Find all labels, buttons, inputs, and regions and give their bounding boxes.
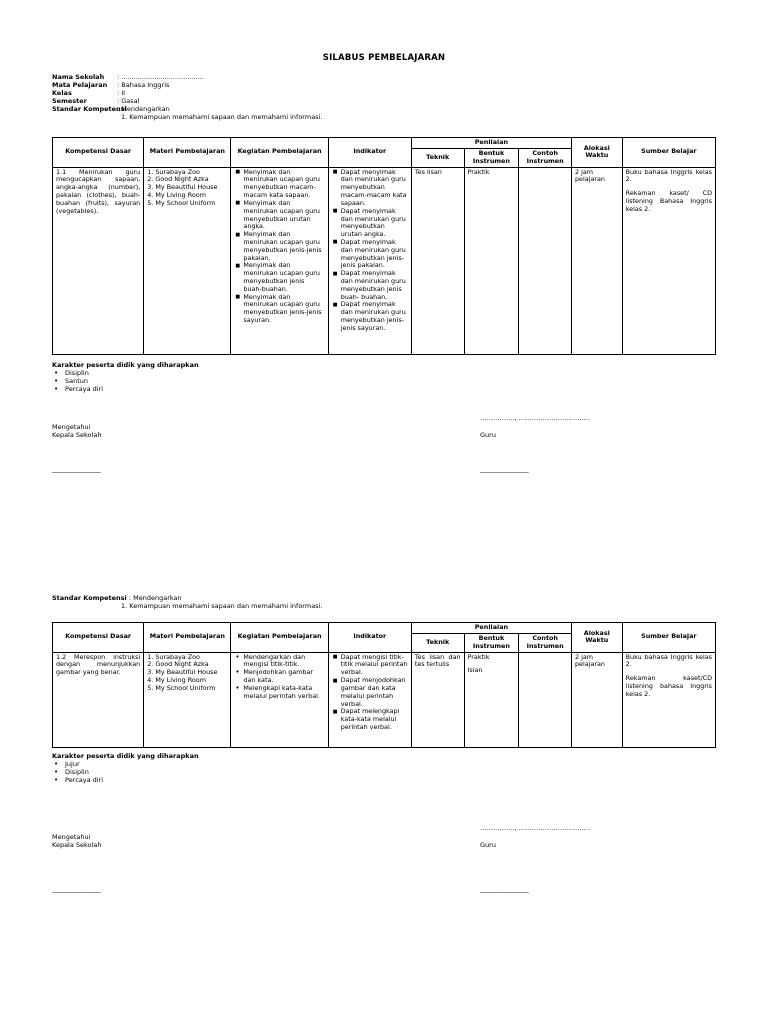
cell-bentuk — [464, 652, 519, 747]
cell-contoh — [519, 167, 572, 354]
cell-bentuk: Praktik — [464, 167, 519, 354]
bentuk-item: Isian — [467, 666, 483, 675]
info-value: : ........................................ — [117, 73, 204, 81]
list-item: • Mendengarkan dan mengisi titik-titik. — [243, 654, 324, 670]
place-date: ……………., …………………………… — [480, 824, 591, 832]
karakter-section-1 — [52, 362, 199, 394]
list-item: • Percaya diri — [65, 777, 199, 785]
cell-kegiatan — [231, 652, 328, 747]
list-item: • Disiplin — [65, 769, 199, 777]
info-label: Kelas — [52, 89, 72, 97]
karakter-title: Karakter peserta didik yang diharapkan — [52, 361, 199, 369]
list-item: ■ Dapat menyimak dan menirukan guru menyebutkan jenis buah- buahan. — [341, 270, 408, 301]
page-title: SILABUS PEMBELAJARAN — [322, 53, 446, 63]
cell-kompetensi-dasar: 1.2 Merespon instruksi dengan menunjukkan gambar yang benar. — [53, 652, 144, 747]
list-item: 2. Good Night Azka — [147, 660, 209, 669]
header-kompetensi-dasar: Kompetensi Dasar — [53, 623, 144, 653]
header-info — [52, 74, 612, 122]
list-item: ■ Menyimak dan menirukan ucapan guru menyebutkan jenis-jenis pakaian. — [243, 231, 324, 262]
list-item: 4. My Living Room — [147, 676, 206, 685]
sk-value: : Mendengarkan — [128, 594, 182, 602]
cell-alokasi: 2 jam pelajaran — [572, 167, 623, 354]
list-item: ■ Dapat menyimak dan menirukan guru menyebutkan jenis-jenis sayuran. — [341, 301, 408, 332]
table-row — [53, 652, 716, 747]
list-item: 3. My Beautiful House — [147, 668, 218, 677]
cell-indikator — [328, 652, 411, 747]
header-teknik: Teknik — [411, 634, 464, 653]
list-item: ■ Menyimak dan menirukan ucapan guru menyebutkan urutan angka. — [243, 200, 324, 231]
cell-indikator — [328, 167, 411, 354]
cell-kegiatan — [231, 167, 328, 354]
list-item: 3. My Beautiful House — [147, 183, 218, 192]
list-item: 4. My Living Room — [147, 191, 206, 200]
signature-line-guru: _______________ — [480, 465, 529, 473]
list-item: ■ Dapat menyimak dan menirukan guru menyebutkan urutan angka. — [341, 208, 408, 239]
list-item: • Melengkapi kata-kata melalui perintah verbal. — [243, 685, 324, 701]
table-row — [53, 167, 716, 354]
guru-label: Guru — [480, 431, 496, 439]
sumber-item: Rekaman kaset/CD listening bahasa Inggris kelas 2. — [625, 674, 712, 698]
header-kegiatan: Kegiatan Pembelajaran — [231, 138, 328, 168]
list-item: 1. Surabaya Zoo — [147, 167, 200, 176]
list-item: 5. My School Uniform — [147, 683, 216, 692]
header-kompetensi-dasar: Kompetensi Dasar — [53, 138, 144, 168]
list-item: 2. Good Night Azka — [147, 175, 209, 184]
signature-line-kepala: _______________ — [52, 465, 101, 473]
info-row-mata-pelajaran — [52, 82, 612, 90]
cell-contoh — [519, 652, 572, 747]
sk-subitem: 1. Kemampuan memahami sapaan dan memahami informasi. — [121, 113, 323, 121]
list-item: • Disiplin — [65, 370, 199, 378]
info-label: Mata Pelajaran — [52, 81, 108, 89]
header-materi: Materi Pembelajaran — [144, 138, 231, 168]
header-kegiatan: Kegiatan Pembelajaran — [231, 623, 328, 653]
cell-materi — [144, 167, 231, 354]
info-row-sk-sub — [52, 114, 612, 122]
cell-sumber — [622, 652, 715, 747]
list-item: ■ Dapat menyimak dan menirukan guru menyebutkan jenis-jenis pakaian. — [341, 239, 408, 270]
sk-label: Standar Kompetensi — [52, 594, 127, 602]
header-alokasi: Alokasi Waktu — [572, 138, 623, 168]
karakter-section-2 — [52, 753, 199, 785]
cell-kompetensi-dasar: 1.1 Menirukan guru mengucapkan sapaan, angka-angka (number), pakaian (clothes), buah-buahan (fruits), sayuran (vegetables). — [53, 167, 144, 354]
kepala-sekolah-label: Kepala Sekolah — [52, 841, 102, 849]
header-materi: Materi Pembelajaran — [144, 623, 231, 653]
info-label: Nama Sekolah — [52, 73, 105, 81]
header-penilaian: Penilaian — [411, 138, 571, 149]
list-item: • Percaya diri — [65, 386, 199, 394]
list-item: ■ Menyimak dan menirukan ucapan guru menyebutkan jenis-jenis sayuran. — [243, 294, 324, 325]
list-item: 1. Surabaya Zoo — [147, 652, 200, 661]
list-item: • Menjodohkan gambar dan kata. — [243, 669, 324, 685]
mengetahui-label: Mengetahui — [52, 833, 91, 841]
info-value: : Mendengarkan — [117, 105, 170, 113]
list-item: • Santun — [65, 378, 199, 386]
mengetahui-label: Mengetahui — [52, 423, 91, 431]
sk-subitem-2: 1. Kemampuan memahami sapaan dan memahami informasi. — [121, 602, 323, 610]
info-value: : Bahasa Inggris — [117, 81, 170, 89]
info-value: : II — [117, 89, 126, 97]
cell-teknik: Tes lisan dan tes tertulis — [411, 652, 464, 747]
header-penilaian: Penilaian — [411, 623, 571, 634]
kepala-sekolah-label: Kepala Sekolah — [52, 431, 102, 439]
info-label: Semester — [52, 97, 87, 105]
header-indikator: Indikator — [328, 623, 411, 653]
list-item: ■ Dapat menjodohkan gambar dan kata melalui perintah verbal. — [341, 677, 408, 708]
header-contoh: Contoh Instrumen — [519, 149, 572, 168]
list-item: ■ Dapat melengkapi kata-kata melalui perintah verbal. — [341, 708, 408, 731]
list-item: • Jujur — [65, 761, 199, 769]
header-bentuk: Bentuk Instrumen — [464, 149, 519, 168]
cell-sumber — [622, 167, 715, 354]
guru-label: Guru — [480, 841, 496, 849]
syllabus-table-2 — [52, 622, 716, 748]
signature-line-kepala: _______________ — [52, 885, 101, 893]
header-sumber: Sumber Belajar — [622, 623, 715, 653]
list-item: ■ Dapat menyimak dan menirukan guru menyebutkan macam-macam kata sapaan. — [341, 169, 408, 208]
list-item: ■ Menyimak dan menirukan ucapan guru menyebutkan macam-macam kata sapaan. — [243, 169, 324, 200]
bentuk-item: Praktik — [467, 652, 490, 661]
cell-materi — [144, 652, 231, 747]
cell-alokasi: 2 jam pelajaran — [572, 652, 623, 747]
header-indikator: Indikator — [328, 138, 411, 168]
signature-line-guru: _______________ — [480, 885, 529, 893]
header-sumber: Sumber Belajar — [622, 138, 715, 168]
header-contoh: Contoh Instrumen — [519, 634, 572, 653]
list-item: ■ Menyimak dan menirukan ucapan guru menyebutkan jenis buah-buahan. — [243, 262, 324, 293]
list-item: 5. My School Uniform — [147, 198, 216, 207]
header-alokasi: Alokasi Waktu — [572, 623, 623, 653]
cell-teknik: Tes lisan — [411, 167, 464, 354]
sumber-item: Rekaman kaset/ CD listening Bahasa Inggris kelas 2. — [625, 189, 712, 213]
karakter-title: Karakter peserta didik yang diharapkan — [52, 752, 199, 760]
syllabus-table-1 — [52, 137, 716, 355]
place-date: ……………., …………………………… — [480, 414, 591, 422]
sumber-item: Buku bahasa Inggris kelas 2. — [625, 652, 712, 669]
info-label: Standar Kompetensi — [52, 105, 127, 113]
sumber-item: Buku bahasa Inggris kelas 2. — [625, 167, 712, 184]
list-item: ■ Dapat mengisi titik-titik melalui perintah verbal. — [341, 654, 408, 677]
header-teknik: Teknik — [411, 149, 464, 168]
header-bentuk: Bentuk Instrumen — [464, 634, 519, 653]
info-value: : Gasal — [117, 97, 140, 105]
